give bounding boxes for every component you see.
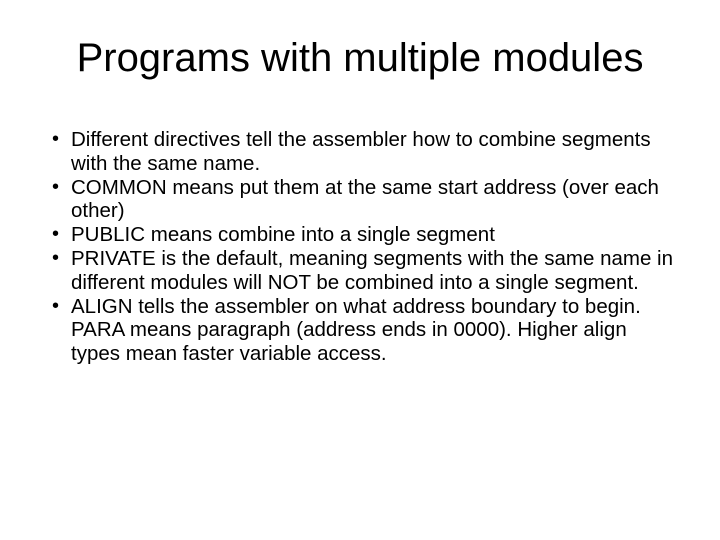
bullet-list — [48, 128, 678, 366]
slide-title: Programs with multiple modules — [76, 36, 644, 80]
bullet-item — [48, 176, 678, 224]
bullet-text: PRIVATE is the default, meaning segments with the same name in different modules will NOT be combined into a single segment. — [71, 246, 674, 294]
bullet-text: PUBLIC means combine into a single segment — [71, 223, 495, 247]
bullet-dot-icon: • — [52, 128, 60, 150]
bullet-item — [48, 295, 678, 366]
bullet-dot-icon: • — [52, 246, 60, 269]
bullet-item — [48, 223, 678, 247]
bullet-item — [48, 128, 678, 176]
bullet-item — [48, 247, 678, 295]
bullet-text: Different directives tell the assembler how to combine segments with the same name. — [71, 128, 651, 175]
bullet-dot-icon: • — [52, 223, 60, 246]
bullet-text: COMMON means put them at the same start address (over each other) — [71, 175, 659, 223]
bullet-dot-icon: • — [52, 294, 60, 317]
bullet-dot-icon: • — [52, 175, 60, 198]
bullet-text: ALIGN tells the assembler on what address boundary to begin. PARA means paragraph (address ends in 0000). Higher align types mean faster variable access. — [71, 294, 641, 366]
